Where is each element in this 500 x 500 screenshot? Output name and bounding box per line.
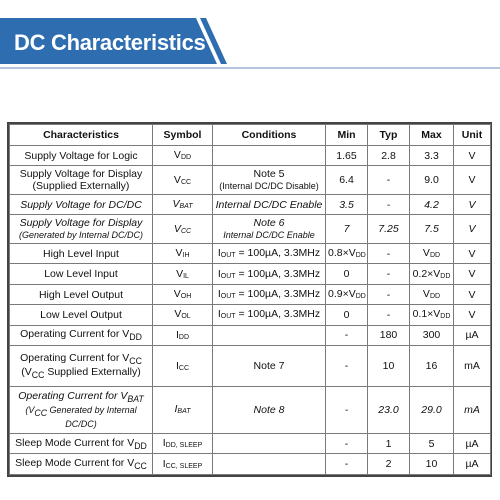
- table-row: [10, 325, 491, 345]
- symbol-text: I: [162, 457, 166, 470]
- cell-unit: [454, 387, 491, 434]
- cell-min: [326, 264, 368, 284]
- symbol-text: I: [162, 437, 166, 450]
- table-row: [10, 166, 491, 195]
- typ-value: 23.0: [378, 403, 399, 416]
- subscript: DD: [440, 272, 451, 280]
- subscript: CC: [178, 364, 190, 372]
- cell-min: [326, 194, 368, 214]
- cell-conditions: [213, 325, 326, 345]
- unit-value: µA: [465, 437, 479, 450]
- header-symbol: Symbol: [153, 125, 213, 146]
- cell-conditions: [213, 166, 326, 195]
- cell-max: [410, 454, 454, 475]
- characteristic-text: Operating Current for V: [20, 328, 130, 341]
- min-value: 0.8×V: [328, 247, 356, 260]
- typ-value: -: [386, 247, 391, 260]
- cell-conditions: [213, 215, 326, 244]
- cell-characteristics: [10, 284, 153, 304]
- page-title: DC Characteristics: [14, 30, 206, 55]
- table-row: [10, 284, 491, 304]
- cell-symbol: [153, 243, 213, 263]
- min-value: -: [344, 403, 349, 416]
- cell-characteristics: [10, 146, 153, 166]
- cell-conditions: [213, 305, 326, 325]
- min-value: 0: [343, 268, 350, 281]
- condition-text: I: [217, 288, 221, 300]
- unit-value: mA: [464, 360, 480, 373]
- subscript: BAT: [179, 203, 193, 211]
- cell-characteristics: [10, 454, 153, 475]
- subscript: DD: [178, 333, 190, 341]
- subscript: OUT: [220, 293, 236, 300]
- max-value: 300: [422, 329, 441, 342]
- cell-min: [326, 215, 368, 244]
- typ-value: 7.25: [378, 223, 399, 236]
- unit-value: µA: [465, 329, 479, 342]
- cell-max: [410, 146, 454, 166]
- cell-min: [326, 146, 368, 166]
- condition-text: I: [217, 247, 221, 260]
- cell-conditions: [213, 346, 326, 387]
- cell-characteristics: [10, 305, 153, 325]
- unit-value: V: [468, 247, 476, 260]
- min-value: 3.5: [339, 198, 354, 211]
- typ-value: 10: [382, 360, 395, 373]
- cell-conditions: [213, 146, 326, 166]
- subscript: DD: [355, 293, 366, 300]
- symbol-text: I: [174, 403, 178, 416]
- symbol-text: V: [175, 247, 183, 260]
- characteristic-subtext-rest: Generated by Internal DC/DC): [47, 404, 137, 430]
- cell-unit: [454, 243, 491, 263]
- subscript: CC: [34, 408, 48, 419]
- cell-characteristics: [10, 346, 153, 387]
- max-value: 0.1×V: [412, 308, 441, 321]
- characteristic-text: Sleep Mode Current for V: [15, 436, 135, 449]
- cell-conditions: [213, 194, 326, 214]
- condition-subtext: Internal DC/DC Enable: [223, 230, 315, 241]
- condition-text: Note 7: [253, 360, 285, 373]
- subscript: BAT: [177, 408, 191, 416]
- max-value: 9.0: [424, 174, 439, 187]
- subscript: OUT: [220, 313, 236, 321]
- symbol-text: V: [173, 222, 181, 235]
- unit-value: V: [468, 308, 476, 321]
- cell-conditions: [213, 387, 326, 434]
- table-row: [10, 194, 491, 214]
- max-value: V: [422, 247, 430, 260]
- header-typ: Typ: [368, 125, 410, 146]
- table-row: [10, 387, 491, 434]
- cell-unit: [454, 305, 491, 325]
- condition-text-rest: = 100µA, 3.3MHz: [235, 247, 321, 260]
- cell-typ: [368, 346, 410, 387]
- cell-max: [410, 387, 454, 434]
- cell-typ: [368, 387, 410, 434]
- cell-typ: [368, 194, 410, 214]
- cell-symbol: [153, 284, 213, 304]
- cell-conditions: [213, 264, 326, 284]
- cell-min: [326, 454, 368, 475]
- subscript: BAT: [127, 393, 144, 404]
- cell-min: [326, 305, 368, 325]
- subscript: CC, SLEEP: [165, 462, 203, 470]
- max-value: 7.5: [424, 223, 439, 236]
- subscript: OH: [180, 293, 192, 300]
- cell-max: [410, 166, 454, 195]
- cell-typ: [368, 243, 410, 263]
- title-banner: [0, 0, 500, 80]
- cell-characteristics: [10, 215, 153, 244]
- cell-min: [326, 346, 368, 387]
- subscript: DD: [429, 293, 441, 300]
- symbol-text: V: [173, 173, 181, 186]
- typ-value: 2: [385, 458, 392, 471]
- condition-text-rest: = 100µA, 3.3MHz: [235, 288, 321, 300]
- table-row: [10, 215, 491, 244]
- typ-value: 2.8: [381, 149, 396, 162]
- characteristic-text: Supply Voltage for Logic: [24, 149, 138, 162]
- cell-typ: [368, 284, 410, 304]
- cell-unit: [454, 454, 491, 475]
- cell-symbol: [153, 387, 213, 434]
- table-row: [10, 264, 491, 284]
- dc-characteristics-table: [7, 122, 492, 477]
- subscript: DD: [180, 154, 192, 162]
- condition-text-rest: = 100µA, 3.3MHz: [235, 267, 321, 280]
- cell-max: [410, 325, 454, 345]
- subscript: DD: [134, 440, 147, 451]
- characteristic-text: Low Level Input: [44, 268, 118, 281]
- subscript: CC: [180, 178, 192, 186]
- cell-unit: [454, 166, 491, 195]
- cell-max: [410, 243, 454, 263]
- cell-symbol: [153, 325, 213, 345]
- header-conditions: Conditions: [213, 125, 326, 146]
- cell-min: [326, 243, 368, 263]
- cell-typ: [368, 434, 410, 454]
- cell-unit: [454, 146, 491, 166]
- characteristic-text: High Level Input: [43, 247, 119, 260]
- min-value: 0: [343, 308, 350, 321]
- symbol-text: I: [175, 328, 179, 341]
- cell-min: [326, 284, 368, 304]
- typ-value: -: [386, 268, 391, 281]
- cell-max: [410, 215, 454, 244]
- subscript: CC: [134, 461, 147, 472]
- table-row: [10, 434, 491, 454]
- typ-value: -: [386, 198, 391, 211]
- cell-symbol: [153, 305, 213, 325]
- unit-value: V: [468, 198, 476, 211]
- max-value: 3.3: [424, 149, 439, 162]
- cell-unit: [454, 434, 491, 454]
- subscript: CC: [31, 370, 45, 381]
- characteristic-text: Operating Current for V: [20, 351, 130, 364]
- typ-value: 1: [385, 437, 392, 450]
- subscript: OUT: [220, 272, 236, 280]
- characteristic-text: Low Level Output: [40, 308, 122, 321]
- symbol-text: V: [174, 308, 182, 321]
- cell-characteristics: [10, 264, 153, 284]
- unit-value: V: [468, 288, 476, 301]
- cell-characteristics: [10, 387, 153, 434]
- cell-symbol: [153, 434, 213, 454]
- symbol-text: V: [176, 267, 184, 280]
- condition-text-rest: = 100µA, 3.3MHz: [235, 308, 321, 321]
- subscript: DD, SLEEP: [165, 442, 203, 450]
- unit-value: V: [468, 149, 476, 162]
- condition-subtext: (Internal DC/DC Disable): [219, 181, 319, 192]
- cell-unit: [454, 194, 491, 214]
- characteristic-text: Supply Voltage for Display: [19, 168, 143, 181]
- subscript: DD: [440, 313, 451, 321]
- min-value: 0.9×V: [328, 288, 356, 300]
- typ-value: -: [386, 288, 391, 301]
- min-value: 7: [343, 223, 350, 236]
- table-row: [10, 454, 491, 475]
- condition-text: I: [217, 267, 221, 280]
- condition-text: Note 8: [253, 403, 285, 416]
- unit-value: V: [468, 268, 476, 281]
- cell-symbol: [153, 194, 213, 214]
- table-row: [10, 346, 491, 387]
- typ-value: 180: [379, 329, 398, 342]
- cell-characteristics: [10, 325, 153, 345]
- subscript: IH: [182, 252, 190, 260]
- cell-symbol: [153, 264, 213, 284]
- cell-typ: [368, 454, 410, 475]
- cell-characteristics: [10, 434, 153, 454]
- cell-characteristics: [10, 166, 153, 195]
- cell-unit: [454, 284, 491, 304]
- subscript: CC: [180, 227, 192, 235]
- characteristic-subtext: (V: [21, 366, 32, 379]
- characteristic-text: Sleep Mode Current for V: [15, 457, 135, 470]
- cell-unit: [454, 264, 491, 284]
- characteristic-subtext: (Supplied Externally): [32, 180, 130, 193]
- header-min: Min: [326, 125, 368, 146]
- subscript: CC: [129, 356, 142, 366]
- symbol-text: V: [172, 198, 180, 211]
- characteristic-text: High Level Output: [38, 288, 124, 301]
- min-value: -: [344, 458, 349, 471]
- cell-conditions: [213, 454, 326, 475]
- characteristic-text: Supply Voltage for Display: [19, 217, 143, 230]
- cell-symbol: [153, 215, 213, 244]
- symbol-text: V: [173, 149, 181, 162]
- min-value: 1.65: [336, 149, 357, 162]
- unit-value: µA: [465, 458, 479, 471]
- cell-max: [410, 264, 454, 284]
- max-value: 10: [425, 458, 438, 471]
- cell-typ: [368, 264, 410, 284]
- typ-value: -: [386, 308, 391, 321]
- cell-conditions: [213, 284, 326, 304]
- header-max: Max: [410, 125, 454, 146]
- cell-max: [410, 284, 454, 304]
- cell-typ: [368, 325, 410, 345]
- cell-min: [326, 434, 368, 454]
- cell-unit: [454, 346, 491, 387]
- unit-value: V: [468, 174, 476, 187]
- max-value: V: [422, 288, 430, 300]
- condition-text: I: [217, 308, 221, 321]
- cell-max: [410, 194, 454, 214]
- subscript: OUT: [220, 252, 236, 260]
- symbol-text: I: [175, 359, 179, 372]
- table-row: [10, 146, 491, 166]
- characteristic-text: Operating Current for V: [18, 389, 128, 402]
- cell-symbol: [153, 346, 213, 387]
- cell-characteristics: [10, 243, 153, 263]
- condition-text: Note 5: [253, 168, 285, 181]
- cell-min: [326, 325, 368, 345]
- cell-symbol: [153, 146, 213, 166]
- characteristic-subtext-rest: Supplied Externally): [44, 366, 141, 379]
- subscript: OL: [181, 313, 191, 321]
- cell-max: [410, 434, 454, 454]
- min-value: -: [344, 360, 349, 373]
- cell-characteristics: [10, 194, 153, 214]
- table-row: [10, 243, 491, 263]
- condition-text: Internal DC/DC Enable: [215, 198, 323, 211]
- subscript: DD: [429, 252, 441, 260]
- header-unit: Unit: [454, 125, 491, 146]
- cell-typ: [368, 215, 410, 244]
- cell-min: [326, 387, 368, 434]
- cell-typ: [368, 146, 410, 166]
- subscript: DD: [355, 252, 366, 260]
- max-value: 16: [425, 360, 438, 373]
- max-value: 5: [428, 437, 435, 450]
- subscript: IL: [183, 272, 189, 280]
- min-value: 6.4: [339, 174, 354, 187]
- cell-typ: [368, 305, 410, 325]
- min-value: -: [344, 437, 349, 450]
- cell-symbol: [153, 166, 213, 195]
- table-row: [10, 305, 491, 325]
- unit-value: mA: [464, 403, 480, 416]
- subscript: DD: [129, 332, 142, 343]
- cell-max: [410, 346, 454, 387]
- cell-min: [326, 166, 368, 195]
- characteristic-text: Supply Voltage for DC/DC: [20, 198, 142, 211]
- cell-symbol: [153, 454, 213, 475]
- table-header-row: [10, 125, 491, 146]
- symbol-text: V: [173, 288, 181, 300]
- header-characteristics: Characteristics: [10, 125, 153, 146]
- cell-max: [410, 305, 454, 325]
- unit-value: V: [468, 223, 476, 236]
- min-value: -: [344, 329, 349, 342]
- characteristic-subtext: (V: [25, 404, 35, 415]
- max-value: 0.2×V: [412, 267, 441, 280]
- cell-conditions: [213, 243, 326, 263]
- max-value: 4.2: [424, 198, 439, 211]
- cell-unit: [454, 325, 491, 345]
- typ-value: -: [386, 174, 391, 187]
- cell-conditions: [213, 434, 326, 454]
- cell-typ: [368, 166, 410, 195]
- characteristic-subtext: (Generated by Internal DC/DC): [18, 230, 144, 241]
- condition-text: Note 6: [253, 217, 285, 230]
- max-value: 29.0: [421, 403, 442, 416]
- cell-unit: [454, 215, 491, 244]
